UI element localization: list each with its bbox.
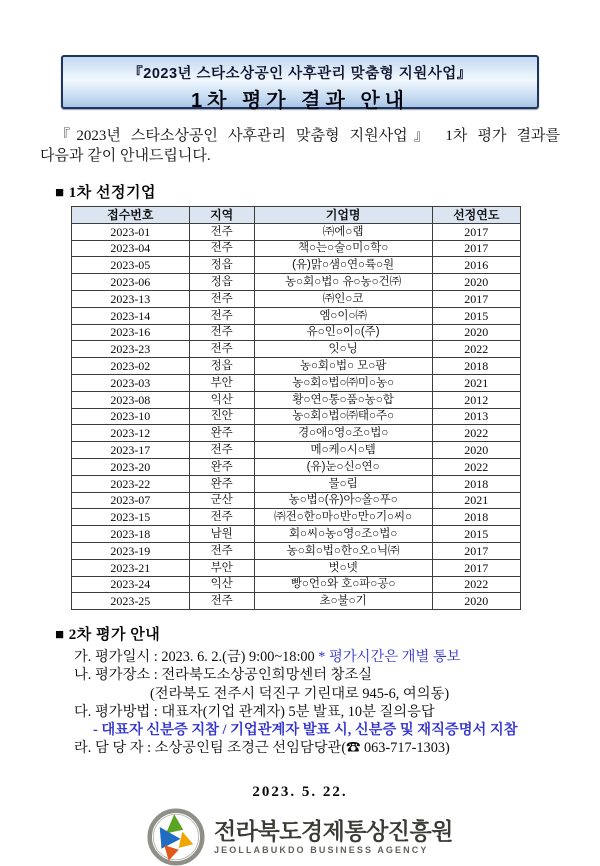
table-cell: 2023-02 <box>72 358 190 375</box>
table-cell: 정읍 <box>189 274 254 291</box>
table-cell: 농○회○법○㈜태○주○ <box>254 408 432 425</box>
table-cell: 2023-07 <box>72 492 190 509</box>
table-cell: 잇○닝 <box>254 341 432 358</box>
table-row <box>72 274 521 291</box>
table-cell: 2015 <box>432 307 520 324</box>
table-row <box>72 559 521 576</box>
table-cell: 2023-12 <box>72 425 190 442</box>
table-cell: 2023-19 <box>72 542 190 559</box>
table-cell: 2023-05 <box>72 257 190 274</box>
table-cell: 유○인○이○(주) <box>254 324 432 341</box>
table-row <box>72 458 521 475</box>
table-cell: 전주 <box>189 240 254 257</box>
table-cell: 전주 <box>189 542 254 559</box>
table-cell: 2023-25 <box>72 593 190 610</box>
table-cell: 초○불○기 <box>254 593 432 610</box>
table-cell: 2017 <box>432 240 520 257</box>
table-cell: (유)맑○샘○연○륙○원 <box>254 257 432 274</box>
table-cell: 전주 <box>189 290 254 307</box>
title-line-2: 1차 평가 결과 안내 <box>190 90 410 112</box>
title-banner <box>61 55 539 112</box>
second-evaluation-details <box>74 648 560 757</box>
table-row <box>72 576 521 593</box>
table-cell: 2023-17 <box>72 442 190 459</box>
table-cell: 남원 <box>189 526 254 543</box>
table-cell: 2022 <box>432 341 520 358</box>
table-cell: 완주 <box>189 475 254 492</box>
intro-paragraph <box>40 126 560 166</box>
column-header-company-name: 기업명 <box>254 207 432 224</box>
selected-companies-table <box>71 206 521 610</box>
table-cell: 전주 <box>189 593 254 610</box>
table-cell: 부안 <box>189 374 254 391</box>
table-cell: 2023-20 <box>72 458 190 475</box>
table-cell: 2023-06 <box>72 274 190 291</box>
table-cell: ㈜에○랩 <box>254 223 432 240</box>
table-cell: 2020 <box>432 274 520 291</box>
table-cell: 엠○이○㈜ <box>254 307 432 324</box>
table-cell: 2013 <box>432 408 520 425</box>
agency-name-korean: 전라북도경제통상진흥원 <box>214 818 453 845</box>
table-cell: 2023-21 <box>72 559 190 576</box>
table-cell: 농○회○법○한○오○닉㈜ <box>254 542 432 559</box>
table-cell: 2017 <box>432 559 520 576</box>
table-cell: 전주 <box>189 341 254 358</box>
table-cell: 2023-04 <box>72 240 190 257</box>
table-cell: 물○림 <box>254 475 432 492</box>
eval-contact-line: 라. 담 당 자 : 소상공인팀 조경근 선임담당관(☎ 063-717-1303) <box>74 740 450 757</box>
table-row <box>72 341 521 358</box>
table-row <box>72 542 521 559</box>
eval-date-text: 가. 평가일시 : 2023. 6. 2.(금) 9:00~18:00 <box>74 649 319 666</box>
table-cell: 농○회○법○ 모○팜 <box>254 358 432 375</box>
table-row <box>72 324 521 341</box>
table-cell: 2023-13 <box>72 290 190 307</box>
table-cell: 2017 <box>432 223 520 240</box>
column-header-region: 지역 <box>189 207 254 224</box>
table-cell: 정읍 <box>189 358 254 375</box>
title-line-1: 『2023년 스타소상공인 사후관리 맞춤형 지원사업』 <box>128 66 472 82</box>
table-cell: 완주 <box>189 425 254 442</box>
column-header-receipt-no: 접수번호 <box>72 207 190 224</box>
table-cell: 2018 <box>432 509 520 526</box>
table-cell: 책○는○술○미○학○ <box>254 240 432 257</box>
eval-date-note: * 평가시간은 개별 통보 <box>318 649 461 666</box>
table-row <box>72 408 521 425</box>
table-cell: 부안 <box>189 559 254 576</box>
table-cell: 2018 <box>432 358 520 375</box>
table-cell: 2023-18 <box>72 526 190 543</box>
agency-name-english: JEOLLABUKDO BUSINESS AGENCY <box>214 845 429 856</box>
table-cell: 2022 <box>432 425 520 442</box>
table-cell: 2023-15 <box>72 509 190 526</box>
table-cell: 2016 <box>432 257 520 274</box>
table-cell: ㈜전○한○마○반○만○기○씨○ <box>254 509 432 526</box>
table-cell: 2023-01 <box>72 223 190 240</box>
agency-logo <box>40 808 560 866</box>
table-cell: 군산 <box>189 492 254 509</box>
table-cell: 전주 <box>189 223 254 240</box>
table-cell: 경○애○영○조○법○ <box>254 425 432 442</box>
table-row <box>72 290 521 307</box>
table-cell: 농○법○(유)아○올○푸○ <box>254 492 432 509</box>
table-cell: 2020 <box>432 324 520 341</box>
table-cell: 2023-24 <box>72 576 190 593</box>
agency-emblem-icon <box>147 808 205 866</box>
table-cell: 벗○넷 <box>254 559 432 576</box>
eval-place-line: 나. 평가장소 : 전라북도소상공인희망센터 창조실 <box>74 667 373 684</box>
table-cell: 2022 <box>432 576 520 593</box>
table-cell: 2018 <box>432 475 520 492</box>
table-cell: 2023-10 <box>72 408 190 425</box>
table-cell: 익산 <box>189 391 254 408</box>
table-cell: 정읍 <box>189 257 254 274</box>
section-heading-second-evaluation: ■ 2차 평가 안내 <box>55 627 161 644</box>
table-cell: 2022 <box>432 458 520 475</box>
table-cell: ㈜인○코 <box>254 290 432 307</box>
table-cell: 농○회○법○㈜미○농○ <box>254 374 432 391</box>
table-cell: 메○케○시○템 <box>254 442 432 459</box>
table-cell: 전주 <box>189 324 254 341</box>
table-cell: 2023-08 <box>72 391 190 408</box>
table-cell: 2023-16 <box>72 324 190 341</box>
table-cell: 2021 <box>432 374 520 391</box>
intro-line-2: 다음과 같이 안내드립니다. <box>40 148 211 164</box>
table-cell: 2015 <box>432 526 520 543</box>
table-cell: (유)눈○신○연○ <box>254 458 432 475</box>
table-row <box>72 257 521 274</box>
table-row <box>72 425 521 442</box>
table-cell: 2020 <box>432 442 520 459</box>
table-row <box>72 492 521 509</box>
table-cell: 2017 <box>432 290 520 307</box>
eval-method-note: - 대표자 신분증 지참 / 기업관계자 발표 시, 신분증 및 재직증명서 지참 <box>93 721 518 738</box>
column-header-selection-year: 선정연도 <box>432 207 520 224</box>
table-cell: 진안 <box>189 408 254 425</box>
table-row <box>72 475 521 492</box>
table-cell: 전주 <box>189 509 254 526</box>
table-cell: 2023-14 <box>72 307 190 324</box>
table-row <box>72 391 521 408</box>
table-cell: 익산 <box>189 576 254 593</box>
table-row <box>72 374 521 391</box>
table-row <box>72 593 521 610</box>
table-cell: 황○연○통○품○농○합 <box>254 391 432 408</box>
eval-place-address: (전라북도 전주시 덕진구 기린대로 945-6, 여의동) <box>150 685 450 702</box>
table-row <box>72 358 521 375</box>
table-cell: 전주 <box>189 442 254 459</box>
eval-method-line: 다. 평가방법 : 대표자(기업 관계자) 5분 발표, 10분 질의응답 <box>74 703 435 720</box>
document-date: 2023. 5. 22. <box>252 784 348 801</box>
table-cell: 2023-23 <box>72 341 190 358</box>
table-cell: 2023-03 <box>72 374 190 391</box>
table-row <box>72 223 521 240</box>
table-row <box>72 509 521 526</box>
table-cell: 전주 <box>189 307 254 324</box>
table-cell: 2017 <box>432 542 520 559</box>
agency-name-block <box>214 819 453 855</box>
table-cell: 2021 <box>432 492 520 509</box>
table-row <box>72 240 521 257</box>
table-cell: 농○회○법○ 유○농○건㈜ <box>254 274 432 291</box>
section-heading-selected-companies: ■ 1차 선정기업 <box>55 185 157 201</box>
eval-date-line <box>74 648 560 666</box>
table-header-row <box>72 207 521 224</box>
table-row <box>72 442 521 459</box>
table-cell: 2023-22 <box>72 475 190 492</box>
table-row <box>72 526 521 543</box>
table-cell: 회○씨○농○영○조○법○ <box>254 526 432 543</box>
table-cell: 2012 <box>432 391 520 408</box>
table-cell: 완주 <box>189 458 254 475</box>
table-cell: 빵○언○와 호○파○공○ <box>254 576 432 593</box>
table-cell: 2020 <box>432 593 520 610</box>
intro-line-1: 『2023년 스타소상공인 사후관리 맞춤형 지원사업』 1차 평가 결과를 <box>55 128 560 144</box>
table-row <box>72 307 521 324</box>
